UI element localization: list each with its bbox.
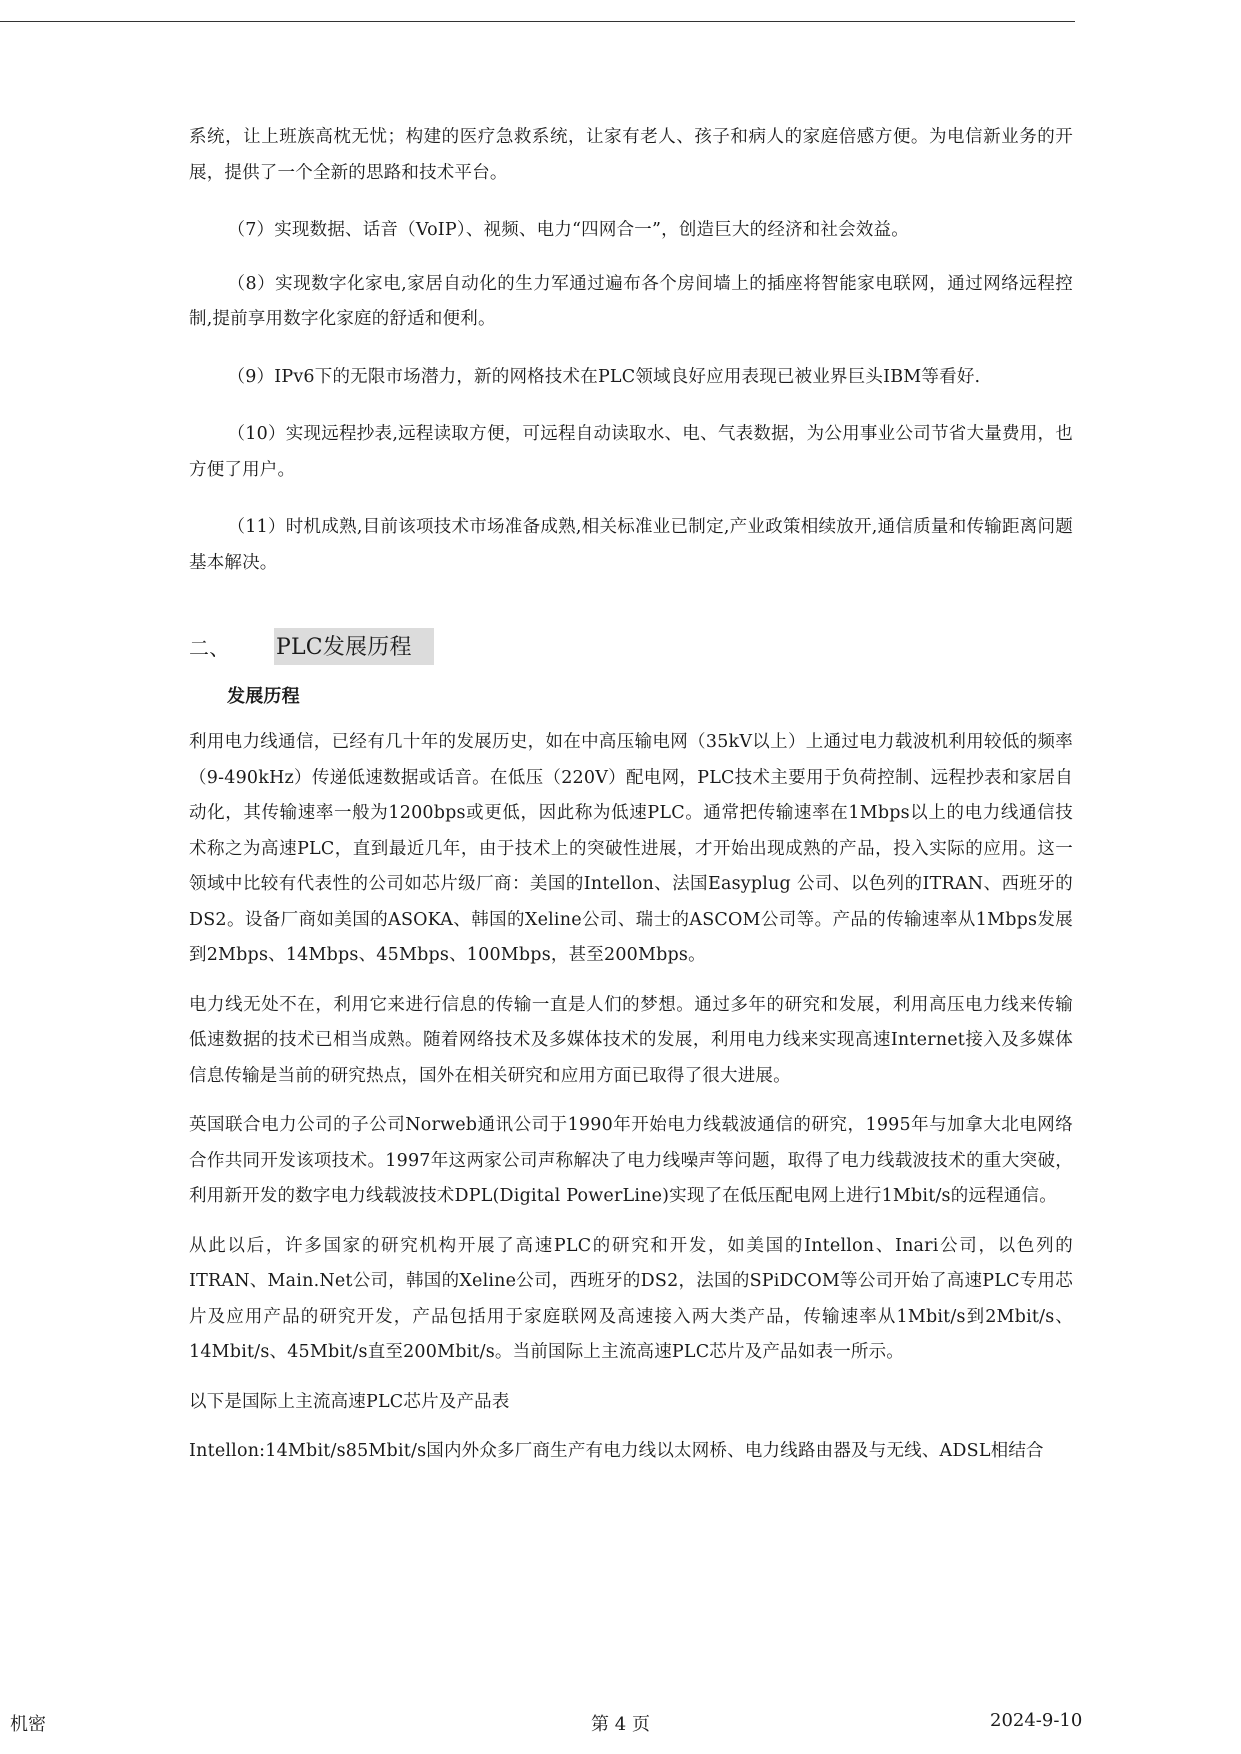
body-paragraph-3: 英国联合电力公司的子公司Norweb通讯公司于1990年开始电力线载波通信的研究，1995年与加拿大北电网络合作共同开发该项技术。1997年这两家公司声称解决了电力线噪声等问题，取得了电力线载波技术的重大突破，利用新开发的数字电力线载波技术DPL(Digital PowerLine)实现了在低压配电网上进行1Mbit/s的远程通信。 <box>189 1115 1073 1206</box>
footer-date: 2024-9-10 <box>990 1710 1083 1731</box>
list-item-7: （7）实现数据、话音（VoIP）、视频、电力“四网合一”，创造巨大的经济和社会效益。 <box>227 220 909 240</box>
subheading: 发展历程 <box>227 686 300 707</box>
body-paragraph-2: 电力线无处不在，利用它来进行信息的传输一直是人们的梦想。通过多年的研究和发展，利用高压电力线来传输低速数据的技术已相当成熟。随着网络技术及多媒体技术的发展，利用电力线来实现高速Internet接入及多媒体信息传输是当前的研究热点，国外在相关研究和应用方面已取得了很大进展。 <box>189 994 1073 1086</box>
section-heading <box>189 625 1073 667</box>
list-item-9: （9）IPv6下的无限市场潜力，新的网格技术在PLC领域良好应用表现已被业界巨头IBM等看好. <box>227 366 981 387</box>
paragraph-continued: 系统，让上班族高枕无忧；构建的医疗急救系统，让家有老人、孩子和病人的家庭倍感方便。为电信新业务的开展，提供了一个全新的思路和技术平台。 <box>189 127 1073 183</box>
body-paragraph-4: 从此以后，许多国家的研究机构开展了高速PLC的研究和开发，如美国的Intellon、Inari公司，以色列的ITRAN、Main.Net公司，韩国的Xeline公司，西班牙的DS2，法国的SPiDCOM等公司开始了高速PLC专用芯片及应用产品的研究开发，产品包括用于家庭联网及高速接入两大类产品，传输速率从1Mbit/s到2Mbit/s、14Mbit/s、45Mbit/s直至200Mbit/s。当前国际上主流高速PLC芯片及产品如表一所示。 <box>189 1235 1073 1362</box>
footer-classification: 机密 <box>10 1714 46 1735</box>
body-paragraph-6: Intellon:14Mbit/s85Mbit/s国内外众多厂商生产有电力线以太网桥、电力线路由器及与无线、ADSL相结合 <box>189 1441 1044 1461</box>
document-body <box>189 120 1073 1484</box>
header-rule <box>0 21 1075 22</box>
body-paragraph-1: 利用电力线通信，已经有几十年的发展历史，如在中高压输电网（35kV以上）上通过电力载波机利用较低的频率（9-490kHz）传递低速数据或话音。在低压（220V）配电网，PLC技术主要用于负荷控制、远程抄表和家居自动化，其传输速率一般为1200bps或更低，因此称为低速PLC。通常把传输速率在1Mbps以上的电力线通信技术称之为高速PLC，直到最近几年，由于技术上的突破性进展，才开始出现成熟的产品，投入实际的应用。这一领域中比较有代表性的公司如芯片级厂商：美国的Intellon、法国Easyplug 公司、以色列的ITRAN、西班牙的DS2。设备厂商如美国的ASOKA、韩国的Xeline公司、瑞士的ASCOM公司等。产品的传输速率从1Mbps发展到2Mbps、14Mbps、45Mbps、100Mbps，甚至200Mbps。 <box>189 732 1073 965</box>
list-item-10: （10）实现远程抄表,远程读取方便，可远程自动读取水、电、气表数据，为公用事业公司节省大量费用，也方便了用户。 <box>189 424 1073 480</box>
section-number: 二、 <box>189 635 230 660</box>
section-title: PLC发展历程 <box>274 628 434 665</box>
list-item-8: （8）实现数字化家电,家居自动化的生力军通过遍布各个房间墙上的插座将智能家电联网，通过网络远程控制,提前享用数字化家庭的舒适和便利。 <box>189 273 1073 329</box>
body-paragraph-5: 以下是国际上主流高速PLC芯片及产品表 <box>189 1391 510 1412</box>
footer-page-number: 第 4 页 <box>591 1714 650 1735</box>
list-item-11: （11）时机成熟,目前该项技术市场准备成熟,相关标准业已制定,产业政策相续放开,通信质量和传输距离问题基本解决。 <box>189 517 1073 573</box>
